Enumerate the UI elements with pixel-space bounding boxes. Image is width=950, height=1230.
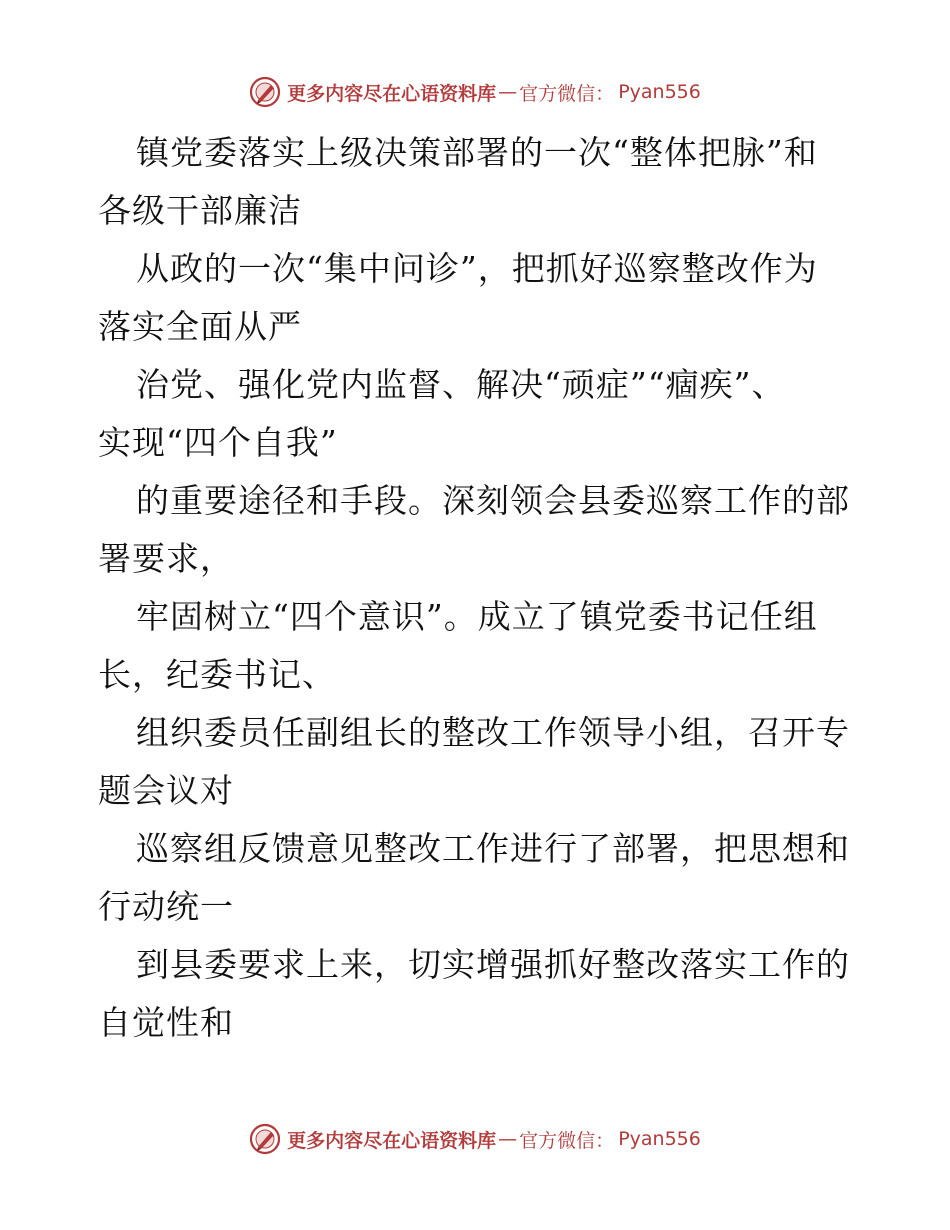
body-text-line: 落实全面从严 [98,307,302,346]
body-text-line: 长，纪委书记、 [98,655,336,694]
body-text-line: 巡察组反馈意见整改工作进行了部署，把思想和 [136,829,850,868]
watermark-wechat-id: Pyan556 [618,1128,701,1150]
watermark-text: 更多内容尽在心语资料库 [287,82,497,105]
body-text-line: 署要求， [98,539,234,578]
body-text-line: 行动统一 [98,887,234,926]
footer-watermark [0,1119,950,1159]
body-text-line: 治党、强化党内监督、解决“顽症”“痼疾”、 [136,365,786,404]
pen-logo-icon [249,1123,281,1155]
watermark-text: 更多内容尽在心语资料库 [287,1129,497,1152]
body-text-line: 牢固树立“四个意识”。成立了镇党委书记任组 [136,597,818,636]
body-text-line: 从政的一次“集中问诊”，把抓好巡察整改作为 [136,249,818,288]
body-text-line: 组织委员任副组长的整改工作领导小组，召开专 [136,713,850,752]
body-text-line: 题会议对 [98,771,234,810]
watermark-label: 官方微信： [519,1129,615,1152]
watermark-wechat-id: Pyan556 [618,81,701,103]
pen-logo-icon [249,76,281,108]
watermark-label: 官方微信： [519,82,615,105]
body-text-line: 镇党委落实上级决策部署的一次“整体把脉”和 [136,133,818,172]
body-text-line: 自觉性和 [98,1003,234,1042]
watermark-dash: — [498,81,518,103]
header-watermark [0,72,950,112]
body-text-line: 各级干部廉洁 [98,191,302,230]
watermark-dash: — [498,1128,518,1150]
body-text-line: 的重要途径和手段。深刻领会县委巡察工作的部 [136,481,850,520]
body-text-line: 实现“四个自我” [98,423,338,462]
body-text-line: 到县委要求上来，切实增强抓好整改落实工作的 [136,945,850,984]
document-body [98,124,858,1052]
